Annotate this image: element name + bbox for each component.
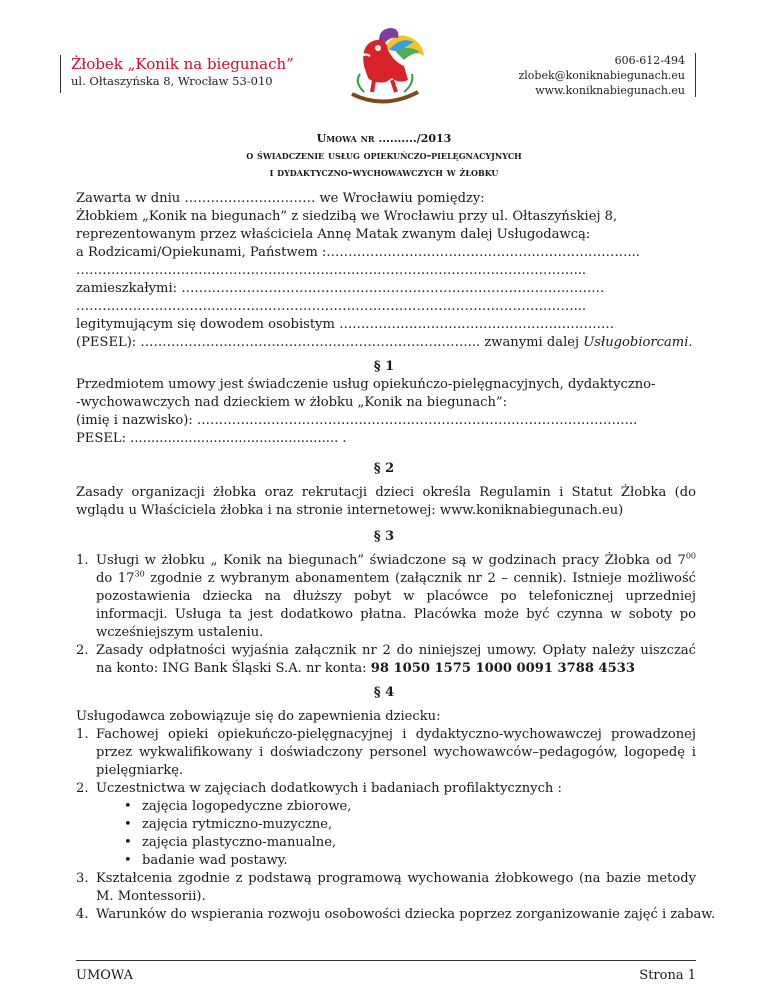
title-line-3: i dydaktyczno-wychowawczych w żłobku (269, 166, 499, 179)
intro-line-7: ……………………………………………………………………………………………………... (76, 299, 587, 314)
section-2-text: Zasady organizacji żłobka oraz rekrutacji dzieci określa Regulamin i Statut Żłobka (do wglądu u Właściciela żłobka i na stronie internetowej: www.koniknabiegunach.eu) (76, 485, 696, 518)
intro-line-3: reprezentowanym przez właściciela Annę Matak zwanym dalej Usługodawcą: (76, 227, 591, 242)
email-address: zlobek@koniknabiegunach.eu (518, 69, 685, 82)
section-1 (76, 376, 696, 448)
letterhead-right (465, 53, 696, 97)
s1-line-1: Przedmiotem umowy jest świadczenie usług opiekuńczo-pielęgnacyjnych, dydaktyczno- (76, 377, 656, 392)
intro-line-5: ……………………………………………………………………………………………………... (76, 263, 587, 278)
intro-line-9: (PESEL): …………………………………………………………………... zwanymi dalej Usługobiorcami. (76, 335, 693, 350)
footer-label: UMOWA (76, 968, 134, 983)
phone-number: 606-612-494 (614, 54, 685, 67)
contract-title (0, 130, 768, 181)
section-3-heading: § 3 (373, 529, 395, 544)
s4-intro: Usługodawca zobowiązuje się do zapewnienia dziecku: (76, 709, 441, 724)
s1-line-4: PESEL: .................................................. . (76, 431, 347, 446)
s1-line-2: -wychowawczych nad dzieckiem w żłobku „Konik na biegunach”: (76, 395, 508, 410)
s4-item-3: 3. Kształcenia zgodnie z podstawą programową wychowania żłobkowego (na bazie metody M. Montessorii). (76, 871, 696, 904)
intro-line-8: legitymującym się dowodem osobistym ……………………………………………………… (76, 317, 615, 332)
intro-line-6: zamieszkałymi: …………………………………………………………………………….……… (76, 281, 605, 296)
section-2-heading: § 2 (373, 461, 395, 476)
rocking-horse-logo (334, 22, 434, 112)
s4-bullet-1: • zajęcia logopedyczne zbiorowe, (124, 799, 352, 814)
intro-line-2: Żłobkiem „Konik na biegunach” z siedzibą we Wrocławiu przy ul. Ołtaszyńskiej 8, (76, 209, 618, 224)
s4-item-4: 4. Warunków do wspierania rozwoju osobowości dziecka poprzez zorganizowanie zajęć i zabaw. (76, 907, 716, 922)
section-1-heading: § 1 (373, 359, 395, 374)
nursery-name: Żłobek „Konik na biegunach” (71, 55, 294, 73)
letterhead-left (60, 55, 296, 93)
nursery-address: ul. Ołtaszyńska 8, Wrocław 53-010 (71, 74, 273, 88)
title-line-2: o świadczenie usług opiekuńczo-pielęgnacyjnych (246, 149, 522, 162)
s4-bullet-4: • badanie wad postawy. (124, 853, 288, 868)
parties-section (76, 190, 696, 352)
s4-bullet-3: • zajęcia plastyczno-manualne, (124, 835, 337, 850)
section-3-list (76, 552, 696, 678)
title-line-1: Umowa nr ........../2013 (316, 132, 452, 145)
footer-divider (76, 960, 696, 961)
intro-line-4: a Rodzicami/Opiekunami, Państwem :……………………………………………………………... (76, 245, 640, 260)
section-4-list (76, 708, 716, 924)
intro-line-1: Zawarta w dniu ………………………… we Wrocławiu pomiędzy: (76, 191, 485, 206)
website: www.koniknabiegunach.eu (535, 84, 685, 97)
s4-bullet-2: • zajęcia rytmiczno-muzyczne, (124, 817, 333, 832)
page-number: Strona 1 (639, 968, 696, 983)
section-4-heading: § 4 (373, 685, 395, 700)
s4-item-1: 1. Fachowej opieki opiekuńczo-pielęgnacyjnej i dydaktyczno-wychowawczej prowadzonej przez wykwalifikowany i doświadczony personel wychowawców–pedagogów, logopedę i pielęgniarkę. (76, 727, 696, 778)
s3-item-2: 2. Zasady odpłatności wyjaśnia załącznik nr 2 do niniejszej umowy. Opłaty należy uiszczać na konto: ING Bank Śląski S.A. nr konta: 98 1050 1575 1000 0091 3788 4533 (76, 643, 696, 676)
s4-item-2: 2. Uczestnictwa w zajęciach dodatkowych i badaniach profilaktycznych : (76, 781, 562, 796)
s3-item-1: 1. Usługi w żłobku „ Konik na biegunach” świadczone są w godzinach pracy Żłobka od $7^{00}$ do $17^{30}$ zgodnie z wybranym abonamentem (załącznik nr 2 – cennik). Istnieje możliwość pozostawienia dziecka na dłuższy pobyt w placówce po telefonicznej uprzedniej informacji. Usługa ta jest dodatkowo płatna. Placówka może być czynna w soboty po wcześniejszym ustaleniu. (76, 551, 696, 640)
s1-line-3: (imię i nazwisko): ……………………………………………………………………………………….. (76, 413, 638, 428)
